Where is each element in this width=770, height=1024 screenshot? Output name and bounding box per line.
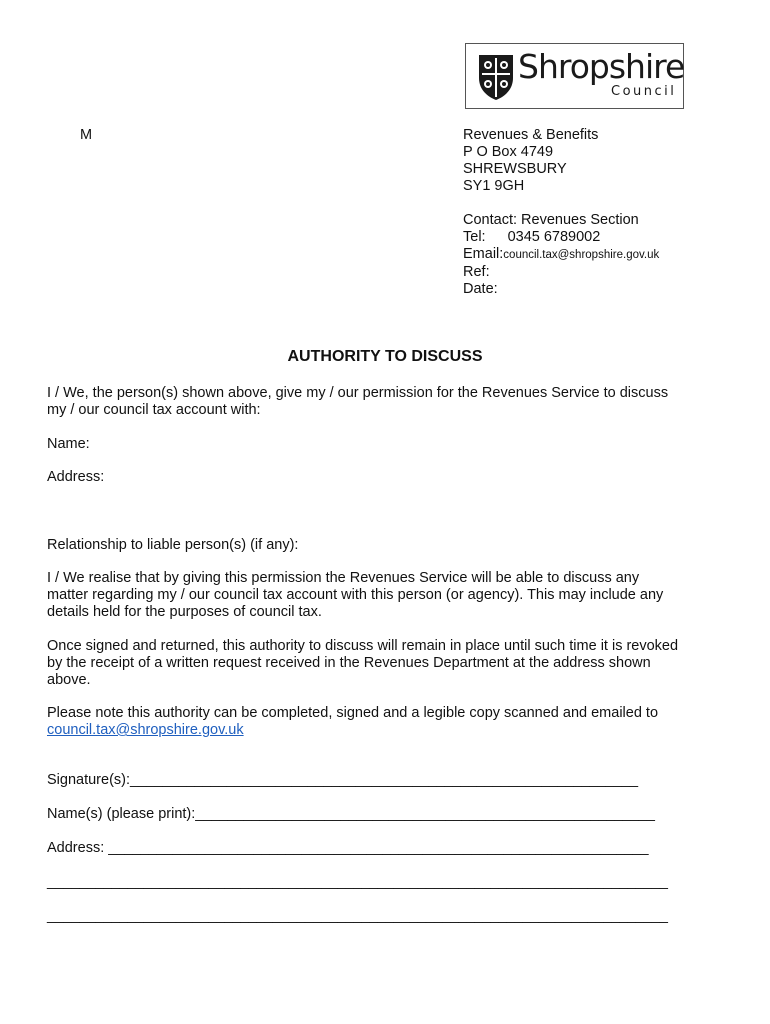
tel-label: Tel:: [463, 229, 486, 245]
recipient-initial: M: [80, 127, 93, 143]
realise-line: details held for the purposes of council tax.: [47, 604, 322, 620]
name-field-label: Name:: [47, 436, 90, 452]
please-note-line: Please note this authority can be completed, signed and a legible copy scanned and emailed to: [47, 705, 659, 721]
address-line: SY1 9GH: [463, 178, 525, 194]
tel-value: 0345 6789002: [507, 229, 601, 245]
address-blank-line[interactable]: _____________________________________________________________________________: [47, 874, 668, 890]
address-line: SHREWSBURY: [463, 161, 567, 177]
date-line: Date:: [463, 281, 498, 297]
email-label: Email:: [463, 246, 504, 262]
logo-name: Shropshire: [518, 47, 685, 86]
once-signed-paragraph: [47, 638, 737, 689]
realise-paragraph: [47, 570, 737, 621]
signature-line[interactable]: Signature(s):_______________________________________________________________: [47, 772, 639, 788]
please-note-paragraph: [47, 705, 737, 739]
council-tax-email-link[interactable]: council.tax@shropshire.gov.uk: [47, 722, 244, 738]
tel-line: [463, 229, 659, 246]
address-line: Revenues & Benefits: [463, 127, 599, 143]
address-blank-line[interactable]: _____________________________________________________________________________: [47, 908, 668, 924]
address-line: P O Box 4749: [463, 144, 554, 160]
ref-line: Ref:: [463, 264, 490, 280]
contact-line: Contact: Revenues Section: [463, 212, 639, 228]
logo-sub: Council: [611, 84, 677, 99]
realise-line: I / We realise that by giving this permission the Revenues Service will be able to discuss any: [47, 570, 640, 586]
intro-line: my / our council tax account with:: [47, 402, 261, 418]
once-signed-line: Once signed and returned, this authority to discuss will remain in place until such time it is revoked: [47, 638, 679, 654]
intro-line: I / We, the person(s) shown above, give my / our permission for the Revenues Service to discuss: [47, 385, 669, 401]
once-signed-line: above.: [47, 672, 91, 688]
relationship-field-label: Relationship to liable person(s) (if any):: [47, 537, 299, 553]
email-line: [463, 246, 659, 264]
print-names-line[interactable]: Name(s) (please print):_________________________________________________________: [47, 806, 655, 822]
address-field-label: Address:: [47, 469, 105, 485]
council-crest-icon: [476, 52, 516, 102]
page-title: AUTHORITY TO DISCUSS: [287, 348, 483, 365]
intro-paragraph: [47, 385, 737, 419]
email-value: council.tax@shropshire.gov.uk: [503, 249, 660, 261]
signature-address-line[interactable]: Address: ___________________________________________________________________: [47, 840, 649, 856]
sender-address: [463, 127, 659, 298]
shropshire-council-logo: [465, 43, 684, 109]
once-signed-line: by the receipt of a written request received in the Revenues Department at the address shown: [47, 655, 651, 671]
realise-line: matter regarding my / our council tax account with this person (or agency). This may include any: [47, 587, 664, 603]
